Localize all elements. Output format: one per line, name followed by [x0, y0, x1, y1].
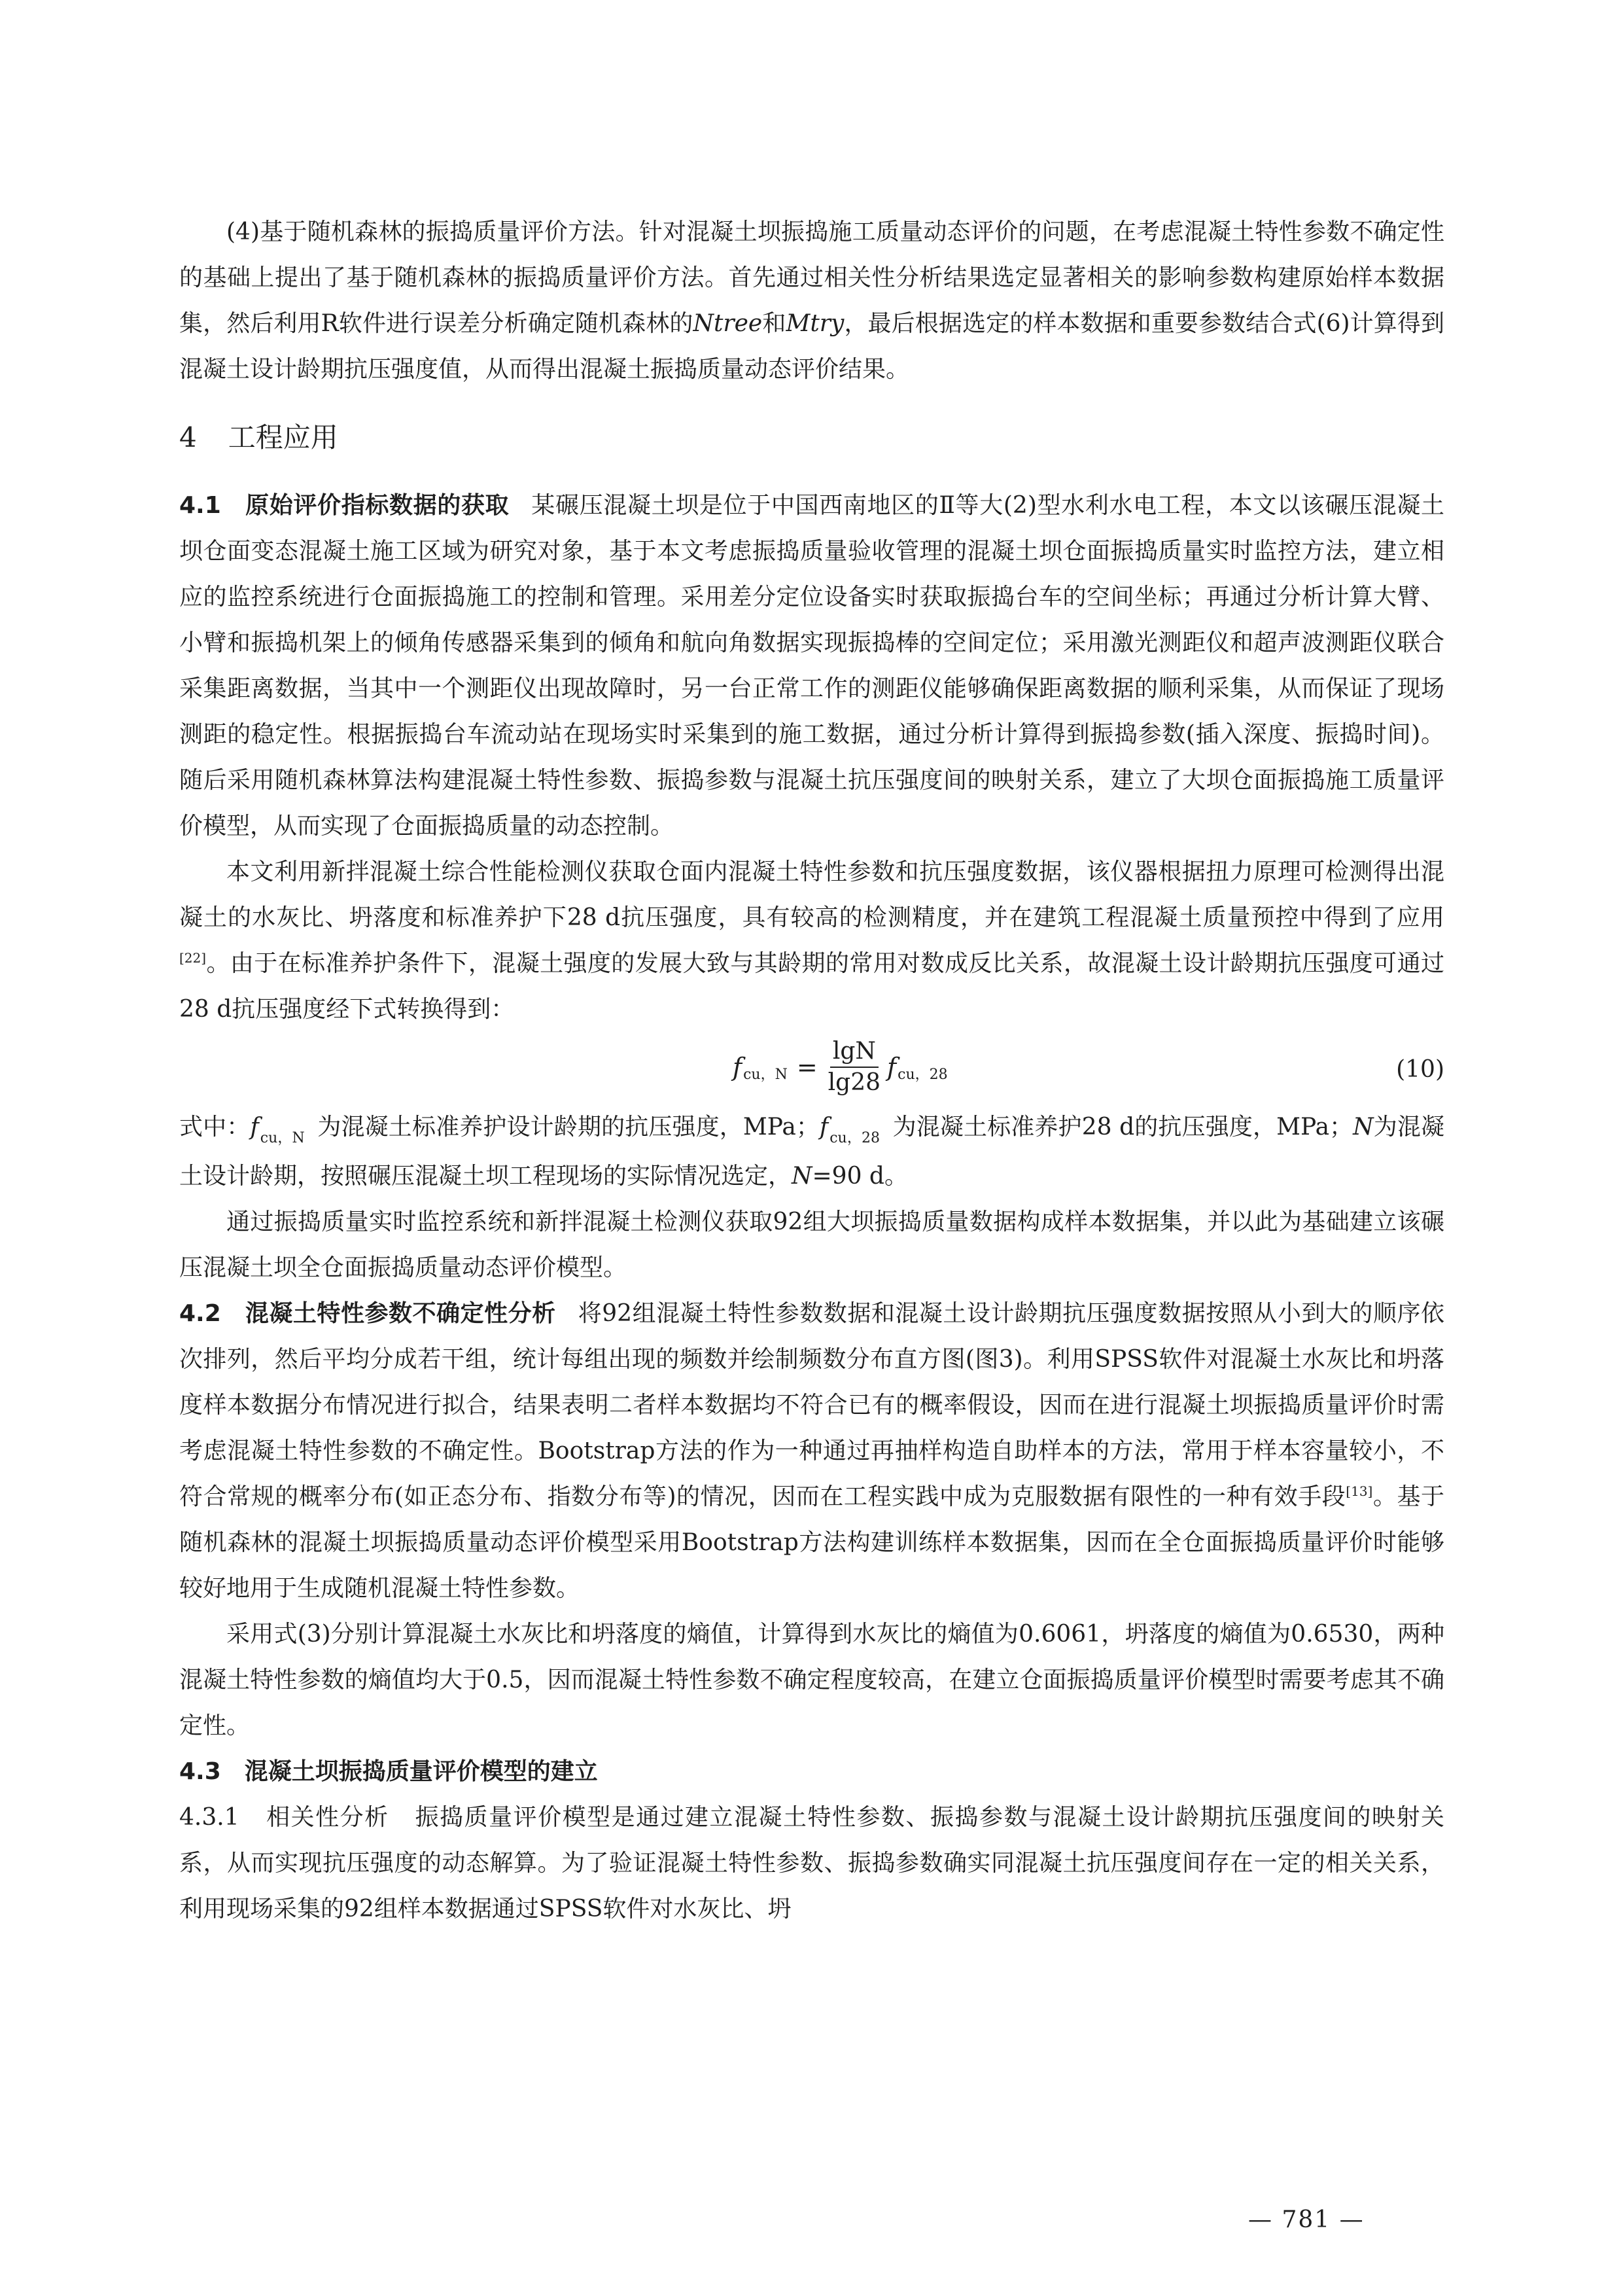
eq-numerator: lgN	[830, 1036, 879, 1068]
where-lead: 式中：	[179, 1114, 251, 1140]
subsection-heading-4-2: 4.2 混凝土特性参数不确定性分析	[179, 1300, 556, 1327]
subsubsection-title: 相关性分析	[265, 1804, 389, 1831]
eq-rhs-f: f	[887, 1053, 897, 1082]
section-title: 工程应用	[228, 421, 338, 453]
equation-number: (10)	[1396, 1056, 1444, 1083]
where-n2: N	[792, 1163, 812, 1190]
where-f2: f	[819, 1114, 829, 1140]
paragraph-method-4	[179, 209, 1444, 393]
where-n: N	[1353, 1114, 1374, 1140]
paragraph-entropy: 采用式(3)分别计算混凝土水灰比和坍落度的熵值，计算得到水灰比的熵值为0.6061，坍落度的熵值为0.6530，两种混凝土特性参数的熵值均大于0.5，因而混凝土特性参数不确定程度较高，在建立仓面振捣质量评价模型时需要考虑其不确定性。	[179, 1621, 1444, 1739]
paragraph-where	[179, 1104, 1444, 1199]
paragraph-samples: 通过振捣质量实时监控系统和新拌混凝土检测仪获取92组大坝振捣质量数据构成样本数据集，并以此为基础建立该碾压混凝土坝全仓面振捣质量动态评价模型。	[179, 1209, 1444, 1281]
paragraph-4-3	[179, 1749, 1444, 1795]
where-f2-sub: cu，28	[829, 1130, 880, 1146]
equation-body	[733, 1036, 953, 1098]
instrument-rest: 。由于在标准养护条件下，混凝土强度的发展大致与其龄期的常用对数成反比关系，故混凝土设计龄期抗压强度可通过28 d抗压强度经下式转换得到：	[179, 950, 1444, 1023]
body-text	[179, 209, 1444, 1932]
paragraph-4-1	[179, 483, 1444, 849]
sub42-text: 将92组混凝土特性参数数据和混凝土设计龄期抗压强度数据按照从小到大的顺序依次排列，然后平均分成若干组，统计每组出现的频数并绘制频数分布直方图(图3)。利用SPSS软件对混凝土水灰比和坍落度样本数据分布情况进行拟合，结果表明二者样本数据均不符合已有的概率假设，因而在进行混凝土坝振捣质量评价时需考虑混凝土特性参数的不确定性。Bootstrap方法的作为一种通过再抽样构造自助样本的方法，常用于样本容量较小，不符合常规的概率分布(如正态分布、指数分布等)的情况，因而在工程实践中成为克服数据有限性的一种有效手段	[179, 1300, 1444, 1510]
p4-text: (4)基于随机森林的振捣质量评价方法。针对混凝土坝振捣施工质量动态评价的问题，在考虑混凝土特性参数不确定性的基础上提出了基于随机森林的振捣质量评价方法。首先通过相关性分析结果选定显著相关的影响参数构建原始样本数据集，然后利用R软件进行误差分析确定随机森林的	[179, 219, 1444, 337]
where-t2: 为混凝土标准养护28 d的抗压强度，MPa；	[884, 1114, 1353, 1140]
citation-22: [22]	[179, 950, 207, 966]
citation-13: [13]	[1346, 1483, 1373, 1499]
and-word: 和	[762, 310, 786, 337]
eq-fraction	[826, 1036, 883, 1098]
section-number: 4	[179, 421, 197, 453]
paragraph-4-3-1	[179, 1795, 1444, 1932]
where-t3: 为混凝土设计龄期，按照碾压混凝土坝工程现场的实际情况选定，	[179, 1114, 1444, 1190]
section-heading-4	[179, 415, 1444, 461]
eq-denominator: lg28	[828, 1069, 881, 1096]
where-t1: 为混凝土标准养护设计龄期的抗压强度，MPa；	[309, 1114, 820, 1140]
instrument-text: 本文利用新拌混凝土综合性能检测仪获取仓面内混凝土特性参数和抗压强度数据，该仪器根据扭力原理可检测得出混凝土的水灰比、坍落度和标准养护下28 d抗压强度，具有较高的检测精度，并在建筑工程混凝土质量预控中得到了应用	[179, 858, 1444, 931]
eq-rhs-sub: cu，28	[898, 1067, 948, 1083]
equation-10	[179, 1033, 1444, 1104]
paragraph-4-2	[179, 1291, 1444, 1612]
subsection-heading-4-3: 4.3 混凝土坝振捣质量评价模型的建立	[179, 1758, 598, 1785]
mtry-var: Mtry	[786, 310, 845, 337]
sub41-text: 某碾压混凝土坝是位于中国西南地区的Ⅱ等大(2)型水利水电工程，本文以该碾压混凝土坝仓面变态混凝土施工区域为研究对象，基于本文考虑振捣质量验收管理的混凝土坝仓面振捣质量实时监控方法，建立相应的监控系统进行仓面振捣施工的控制和管理。采用差分定位设备实时获取振捣台车的空间坐标；再通过分析计算大臂、小臂和振捣机架上的倾角传感器采集到的倾角和航向角数据实现振捣棒的空间定位；采用激光测距仪和超声波测距仪联合采集距离数据，当其中一个测距仪出现故障时，另一台正常工作的测距仪能够确保距离数据的顺利采集，从而保证了现场测距的稳定性。根据振捣台车流动站在现场实时采集到的施工数据，通过分析计算得到振捣参数(插入深度、振捣时间)。随后采用随机森林算法构建混凝土特性参数、振捣参数与混凝土抗压强度间的映射关系，建立了大坝仓面振捣施工质量评价模型，从而实现了仓面振捣质量的动态控制。	[179, 492, 1444, 839]
subsection-heading-4-1: 4.1 原始评价指标数据的获取	[179, 492, 510, 519]
ntree-var: Ntree	[693, 310, 763, 337]
where-f1: f	[250, 1114, 259, 1140]
where-f1-sub: cu，N	[260, 1130, 305, 1146]
subsubsection-number: 4.3.1	[179, 1804, 239, 1831]
eq-equals: =	[796, 1053, 818, 1082]
page-number: — 781 —	[1248, 2206, 1365, 2233]
p4-rest: ，最后根据选定的样本数据和重要参数结合式(6)计算得到混凝土设计龄期抗压强度值，从而得出混凝土振捣质量动态评价结果。	[179, 310, 1444, 383]
sub431-text: 振捣质量评价模型是通过建立混凝土特性参数、振捣参数与混凝土设计龄期抗压强度间的映射关系，从而实现抗压强度的动态解算。为了验证混凝土特性参数、振捣参数确实同混凝土抗压强度间存在一定的相关关系，利用现场采集的92组样本数据通过SPSS软件对水灰比、坍	[179, 1804, 1444, 1922]
where-t4: =90 d。	[812, 1163, 908, 1190]
eq-lhs-sub: cu，N	[743, 1067, 788, 1083]
sub42-rest: 。基于随机森林的混凝土坝振捣质量动态评价模型采用Bootstrap方法构建训练样本数据集，因而在全仓面振捣质量评价时能够较好地用于生成随机混凝土特性参数。	[179, 1483, 1444, 1602]
paragraph-instrument	[179, 849, 1444, 1033]
eq-lhs-f: f	[733, 1053, 742, 1082]
